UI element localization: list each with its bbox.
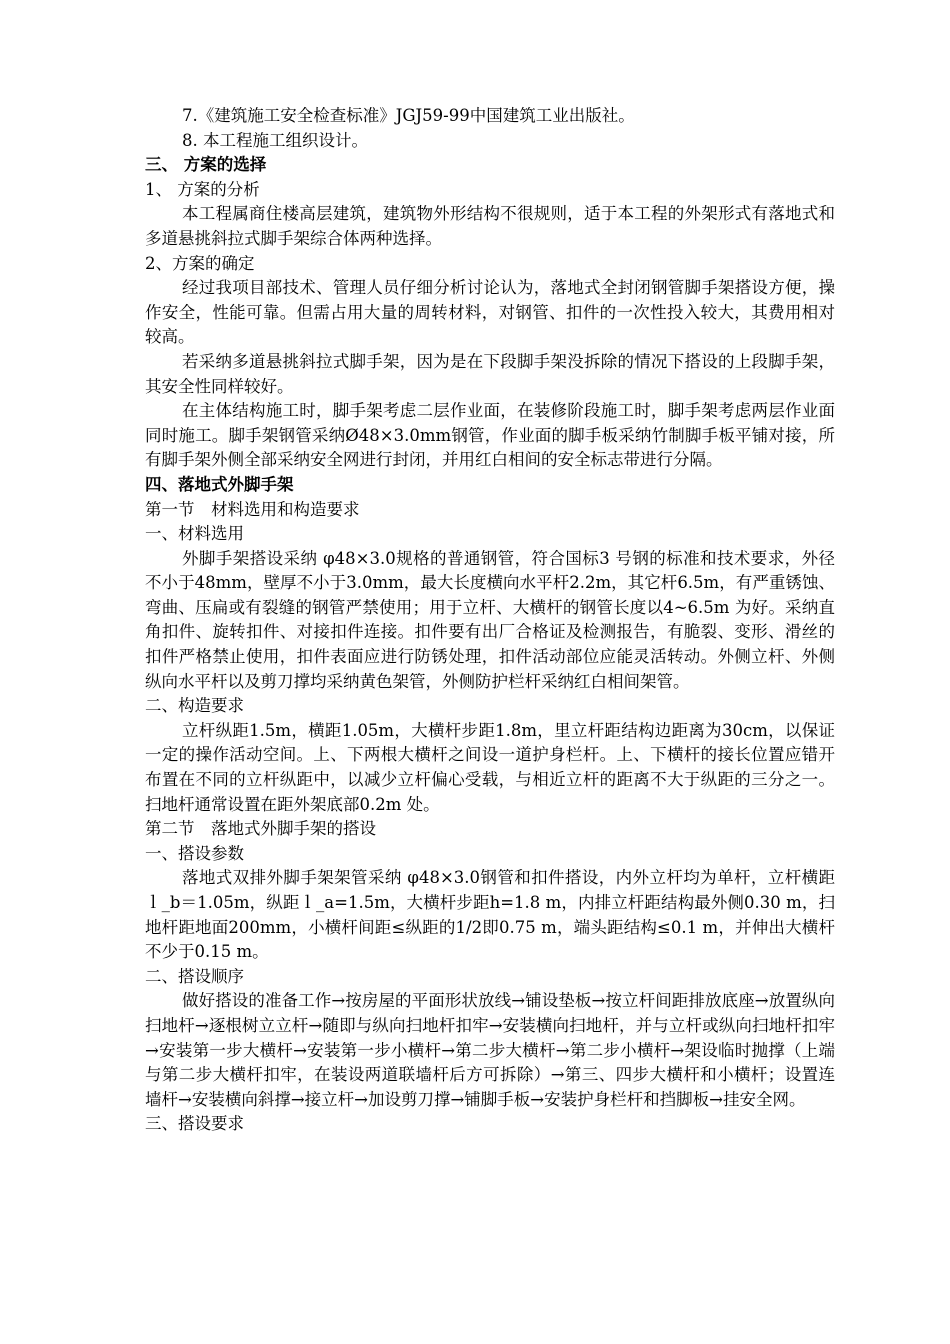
paragraph-erection-parameters: 落地式双排外脚手架架管采纳 φ48×3.0钢管和扣件搭设，内外立杆均为单杆，立杆横距ｌ_b＝1.05m，纵距ｌ_a=1.5m，大横杆步距h=1.8 m，内排立杆距结构最外侧0.30 m，扫地杆距地面200mm，小横杆间距≤纵距的1/2即0.75 m，端头距结构≤0.1 m，并伸出大横杆不少于0.15 m。 [145,868,835,962]
subheading-erection-parameters: 一、搭设参数 [145,843,244,863]
subheading-erection-sequence: 二、搭设顺序 [145,966,244,986]
paragraph-construction-requirements: 立杆纵距1.5m，横距1.05m，大横杆步距1.8m，里立杆距结构边距离为30cm，以保证一定的操作活动空间。上、下两根大横杆之间设一道护身栏杆。上、下横杆的接长位置应错开布置在不同的立杆纵距中，以减少立杆偏心受载，与相近立杆的距离不大于纵距的三分之一。扫地杆通常设置在距外架底部0.2m 处。 [145,720,835,814]
subheading-erection-requirements: 三、搭设要求 [145,1114,244,1134]
subheading-material-selection: 一、材料选用 [145,524,244,544]
paragraph-determination-3: 在主体结构施工时，脚手架考虑二层作业面，在装修阶段施工时，脚手架考虑两层作业面同时施工。脚手架钢管采纳Ø48×3.0mm钢管，作业面的脚手板采纳竹制脚手板平铺对接，所有脚手架外侧全部采纳安全网进行封闭，并用红白相间的安全标志带进行分隔。 [145,401,835,470]
document-body [145,104,835,1137]
subsection-2-title: 第二节 落地式外脚手架的搭设 [145,819,376,839]
paragraph-material-selection: 外脚手架搭设采纳 φ48×3.0规格的普通钢管，符合国标3 号钢的标准和技术要求，外径不小于48mm，壁厚不小于3.0mm，最大长度横向水平杆2.2m，其它杆6.5m，有严重锈蚀、弯曲、压扁或有裂缝的钢管严禁使用；用于立杆、大横杆的钢管长度以4~6.5m 为好。采纳直角扣件、旋转扣件、对接扣件连接。扣件要有出厂合格证及检测报告，有脆裂、变形、滑丝的扣件严格禁止使用，扣件表面应进行防锈处理，扣件活动部位应能灵活转动。外侧立杆、外侧纵向水平杆以及剪刀撑均采纳黄色架管，外侧防护栏杆采纳红白相间架管。 [145,548,835,691]
paragraph-determination-1: 经过我项目部技术、管理人员仔细分析讨论认为，落地式全封闭钢管脚手架搭设方便，操作安全，性能可靠。但需占用大量的周转材料，对钢管、扣件的一次性投入较大，其费用相对较高。 [145,278,835,347]
paragraph-erection-sequence: 做好搭设的准备工作→按房屋的平面形状放线→铺设垫板→按立杆间距排放底座→放置纵向扫地杆→逐根树立立杆→随即与纵向扫地杆扣牢→安装横向扫地杆，并与立杆或纵向扫地杆扣牢→安装第一步大横杆→安装第一步小横杆→第二步大横杆→第二步小横杆→架设临时抛撑（上端与第二步大横杆扣牢，在装设两道联墙杆后方可拆除）→第三、四步大横杆和小横杆；设置连墙杆→安装横向斜撑→接立杆→加设剪刀撑→铺脚手板→安装护身栏杆和挡脚板→挂安全网。 [145,991,835,1109]
paragraph-determination-2: 若采纳多道悬挑斜拉式脚手架，因为是在下段脚手架没拆除的情况下搭设的上段脚手架，其安全性同样较好。 [145,351,835,396]
section-heading-3: 三、 方案的选择 [145,155,267,175]
reference-item-8: 8. 本工程施工组织设计。 [182,130,368,150]
subsection-1-title: 第一节 材料选用和构造要求 [145,499,360,519]
subheading-scheme-determination: 2、方案的确定 [145,253,255,273]
paragraph-scheme-analysis: 本工程属商住楼高层建筑，建筑物外形结构不很规则，适于本工程的外架形式有落地式和多道悬挑斜拉式脚手架综合体两种选择。 [145,204,835,248]
reference-item-7: 7.《建筑施工安全检查标准》JGJ59-99中国建筑工业出版社。 [182,106,635,125]
subheading-construction-requirements: 二、构造要求 [145,696,244,716]
subheading-scheme-analysis: 1、 方案的分析 [145,179,260,199]
section-heading-4: 四、落地式外脚手架 [145,474,294,494]
